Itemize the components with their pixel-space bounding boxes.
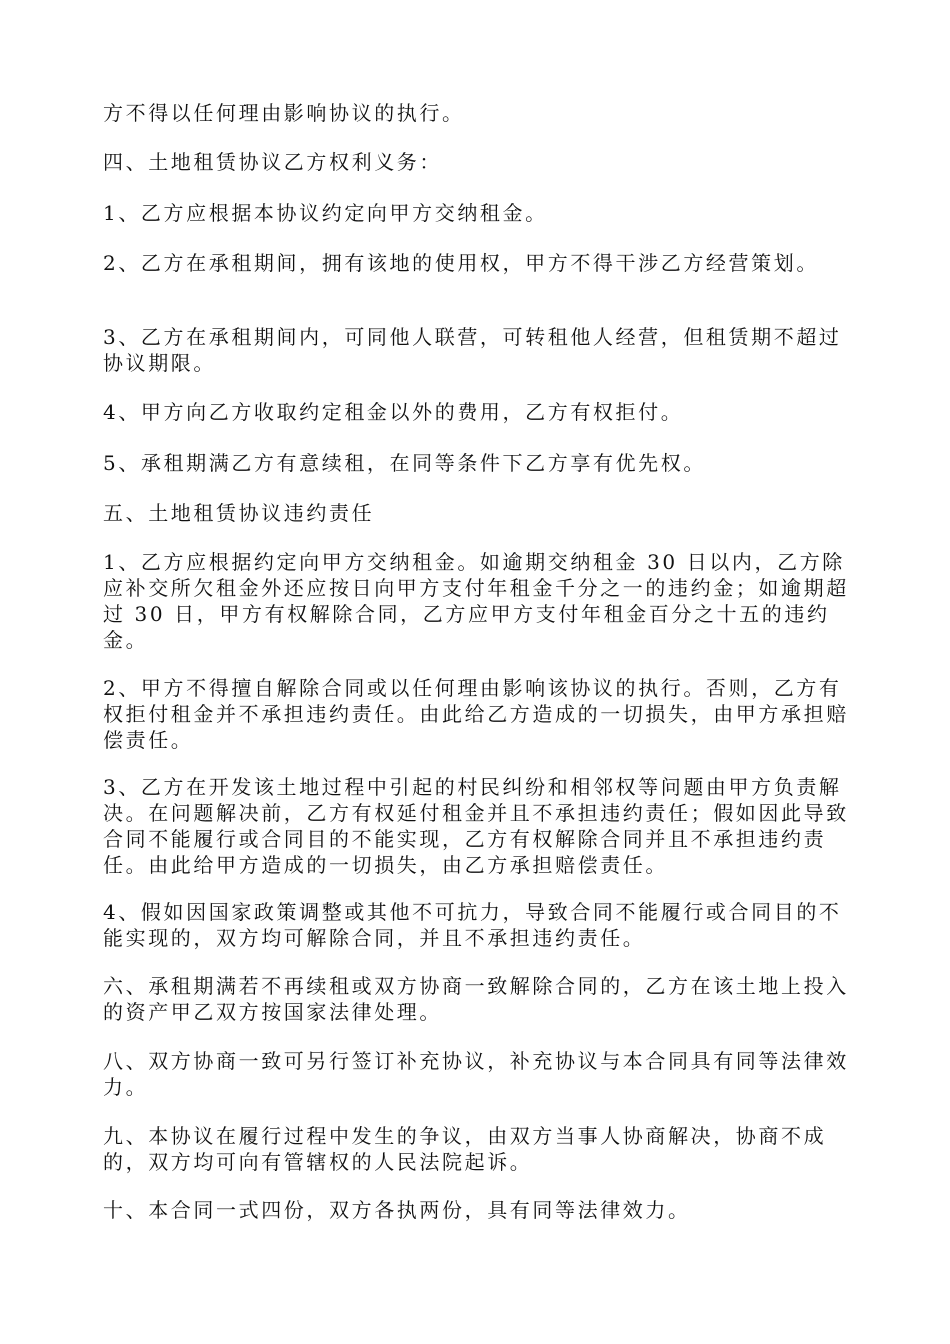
clause-4-3: 3、乙方在承租期间内，可同他人联营，可转租他人经营，但租赁期不超过协议期限。 [103,325,842,375]
section-heading-5: 五、土地租赁协议违约责任 [103,501,375,525]
section-10: 十、本合同一式四份，双方各执两份，具有同等法律效力。 [103,1198,691,1222]
clause-4-1: 1、乙方应根据本协议约定向甲方交纳租金。 [103,201,548,225]
clause-4-4: 4、甲方向乙方收取约定租金以外的费用，乙方有权拒付。 [103,400,684,424]
clause-5-1: 1、乙方应根据约定向甲方交纳租金。如逾期交纳租金 30 日以内，乙方除应补交所欠租金外还应按日向甲方支付年租金千分之一的违约金；如逾期超过 30 日，甲方有权解除合同，乙方应甲方支付年租金百分之十五的违约金。 [103,550,849,652]
section-8: 八、双方协商一致可另行签订补充协议，补充协议与本合同具有同等法律效力。 [103,1049,849,1099]
section-9: 九、本协议在履行过程中发生的争议，由双方当事人协商解决，协商不成的，双方均可向有管辖权的人民法院起诉。 [103,1124,827,1174]
clause-4-5: 5、承租期满乙方有意续租，在同等条件下乙方享有优先权。 [103,451,706,475]
clause-5-3: 3、乙方在开发该土地过程中引起的村民纠纷和相邻权等问题由甲方负责解决。在问题解决前，乙方有权延付租金并且不承担违约责任；假如因此导致合同不能履行或合同目的不能实现，乙方有权解除合同并且不承担违约责任。由此给甲方造成的一切损失，由乙方承担赔偿责任。 [103,775,849,877]
section-heading-4: 四、土地租赁协议乙方权利义务： [103,150,442,174]
clause-4-2: 2、乙方在承租期间，拥有该地的使用权，甲方不得干涉乙方经营策划。 [103,251,819,275]
section-6: 六、承租期满若不再续租或双方协商一致解除合同的，乙方在该土地上投入的资产甲乙双方按国家法律处理。 [103,974,849,1024]
clause-5-4: 4、假如因国家政策调整或其他不可抗力，导致合同不能履行或合同目的不能实现的，双方均可解除合同，并且不承担违约责任。 [103,900,842,950]
clause-5-2: 2、甲方不得擅自解除合同或以任何理由影响该协议的执行。否则，乙方有权拒付租金并不承担违约责任。由此给乙方造成的一切损失，由甲方承担赔偿责任。 [103,676,849,752]
paragraph-continuation: 方不得以任何理由影响协议的执行。 [103,101,465,125]
